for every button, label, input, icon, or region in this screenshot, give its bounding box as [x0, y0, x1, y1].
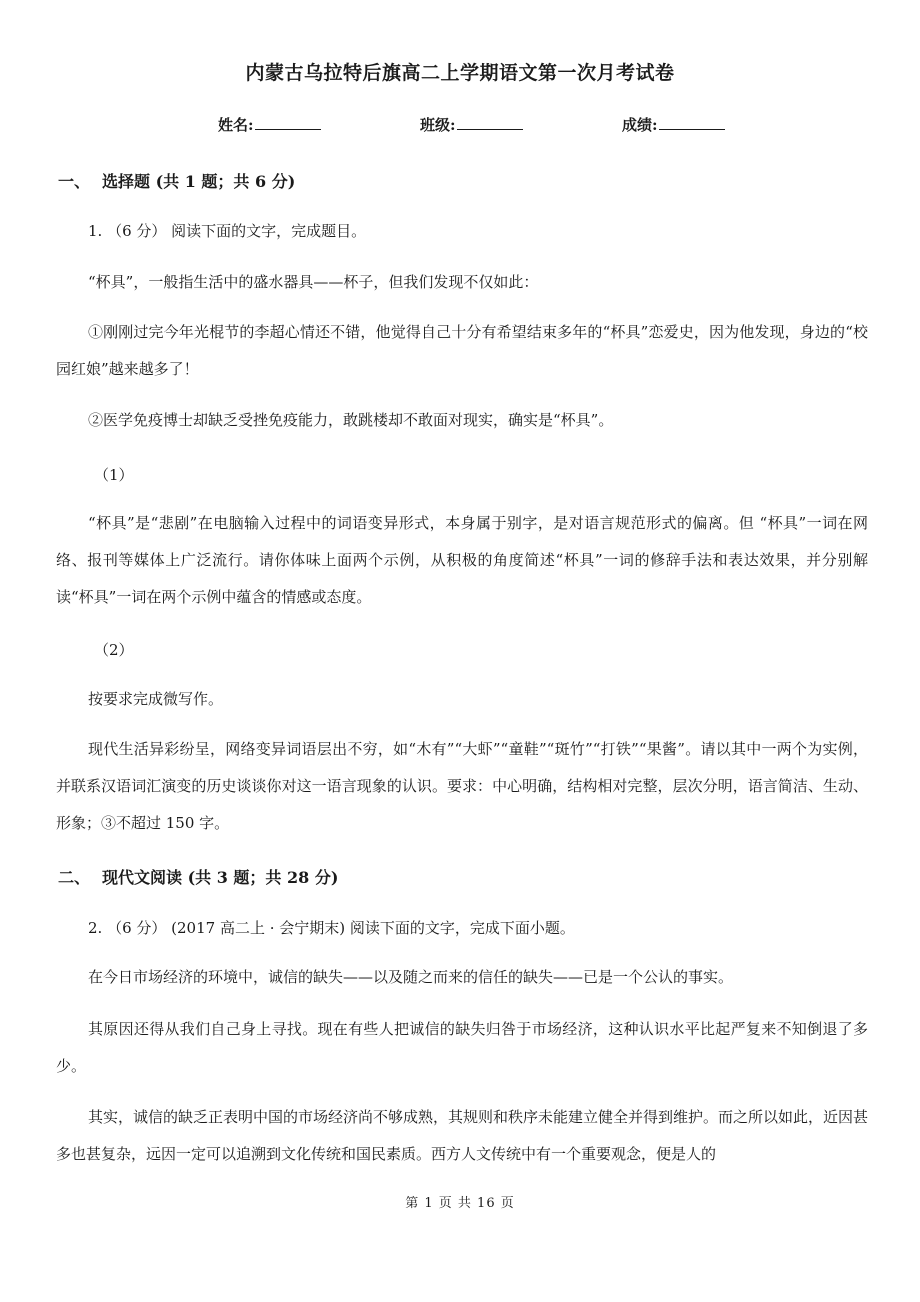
- name-blank: [255, 113, 321, 130]
- question-2-paragraph: 其原因还得从我们自己身上寻找。现在有些人把诚信的缺失归咎于市场经济，这种认识水平比起严复来不知倒退了多少。: [56, 1020, 868, 1075]
- class-label: 班级:: [420, 116, 456, 134]
- student-info-row: [0, 113, 920, 137]
- class-blank: [457, 113, 523, 130]
- section-heading-1: [58, 169, 295, 192]
- class-field: [420, 113, 523, 135]
- page-footer: 第 1 页 共 16 页: [405, 1196, 515, 1211]
- question-1-paragraph: ①刚刚过完今年光棍节的李超心情还不错，他觉得自己十分有希望结束多年的“杯具”恋爱史，因为他发现，身边的“校园红娘”越来越多了！: [56, 323, 868, 378]
- section-number: 二、: [58, 868, 91, 887]
- sub-question-number: （1）: [94, 466, 134, 484]
- score-label: 成绩:: [622, 116, 658, 134]
- section-heading-2: [58, 865, 338, 888]
- section-number: 一、: [58, 172, 91, 191]
- page-title: 内蒙古乌拉特后旗高二上学期语文第一次月考试卷: [245, 62, 675, 84]
- question-2-header: 2. （6 分） (2017 高二上 · 会宁期末) 阅读下面的文字，完成下面小题。: [88, 919, 575, 937]
- score-blank: [659, 113, 725, 130]
- question-1-paragraph: “杯具”，一般指生活中的盛水器具——杯子，但我们发现不仅如此：: [88, 273, 539, 291]
- name-field: [218, 113, 321, 135]
- sub-question-number: （2）: [94, 641, 134, 659]
- question-1-header: 1. （6 分） 阅读下面的文字，完成题目。: [88, 222, 367, 240]
- question-1-paragraph: 现代生活异彩纷呈，网络变异词语层出不穷，如“木有”“大虾”“童鞋”“斑竹”“打铁”“果酱”。请以其中一两个为实例，并联系汉语词汇演变的历史谈谈你对这一语言现象的认识。要求：中心明确，结构相对完整，层次分明，语言简洁、生动、形象；③不超过 150 字。: [56, 740, 868, 832]
- question-1-paragraph: ②医学免疫博士却缺乏受挫免疫能力，敢跳楼却不敢面对现实，确实是“杯具”。: [88, 411, 614, 429]
- question-1-paragraph: 按要求完成微写作。: [88, 690, 224, 708]
- question-2-paragraph: 在今日市场经济的环境中，诚信的缺失——以及随之而来的信任的缺失——已是一个公认的事实。: [88, 968, 734, 986]
- section-title: 选择题 (共 1 题；共 6 分): [102, 172, 296, 191]
- name-label: 姓名:: [218, 116, 254, 134]
- score-field: [622, 113, 725, 135]
- section-title: 现代文阅读 (共 3 题；共 28 分): [102, 868, 339, 887]
- question-1-paragraph: “杯具”是“悲剧”在电脑输入过程中的词语变异形式，本身属于别字，是对语言规范形式的偏离。但 “杯具”一词在网络、报刊等媒体上广泛流行。请你体味上面两个示例，从积极的角度简述“杯具”一词的修辞手法和表达效果，并分别解读“杯具”一词在两个示例中蕴含的情感或态度。: [56, 514, 868, 606]
- question-2-paragraph: 其实，诚信的缺乏正表明中国的市场经济尚不够成熟，其规则和秩序未能建立健全并得到维护。而之所以如此，近因甚多也甚复杂，远因一定可以追溯到文化传统和国民素质。西方人文传统中有一个重要观念，便是人的: [56, 1108, 869, 1163]
